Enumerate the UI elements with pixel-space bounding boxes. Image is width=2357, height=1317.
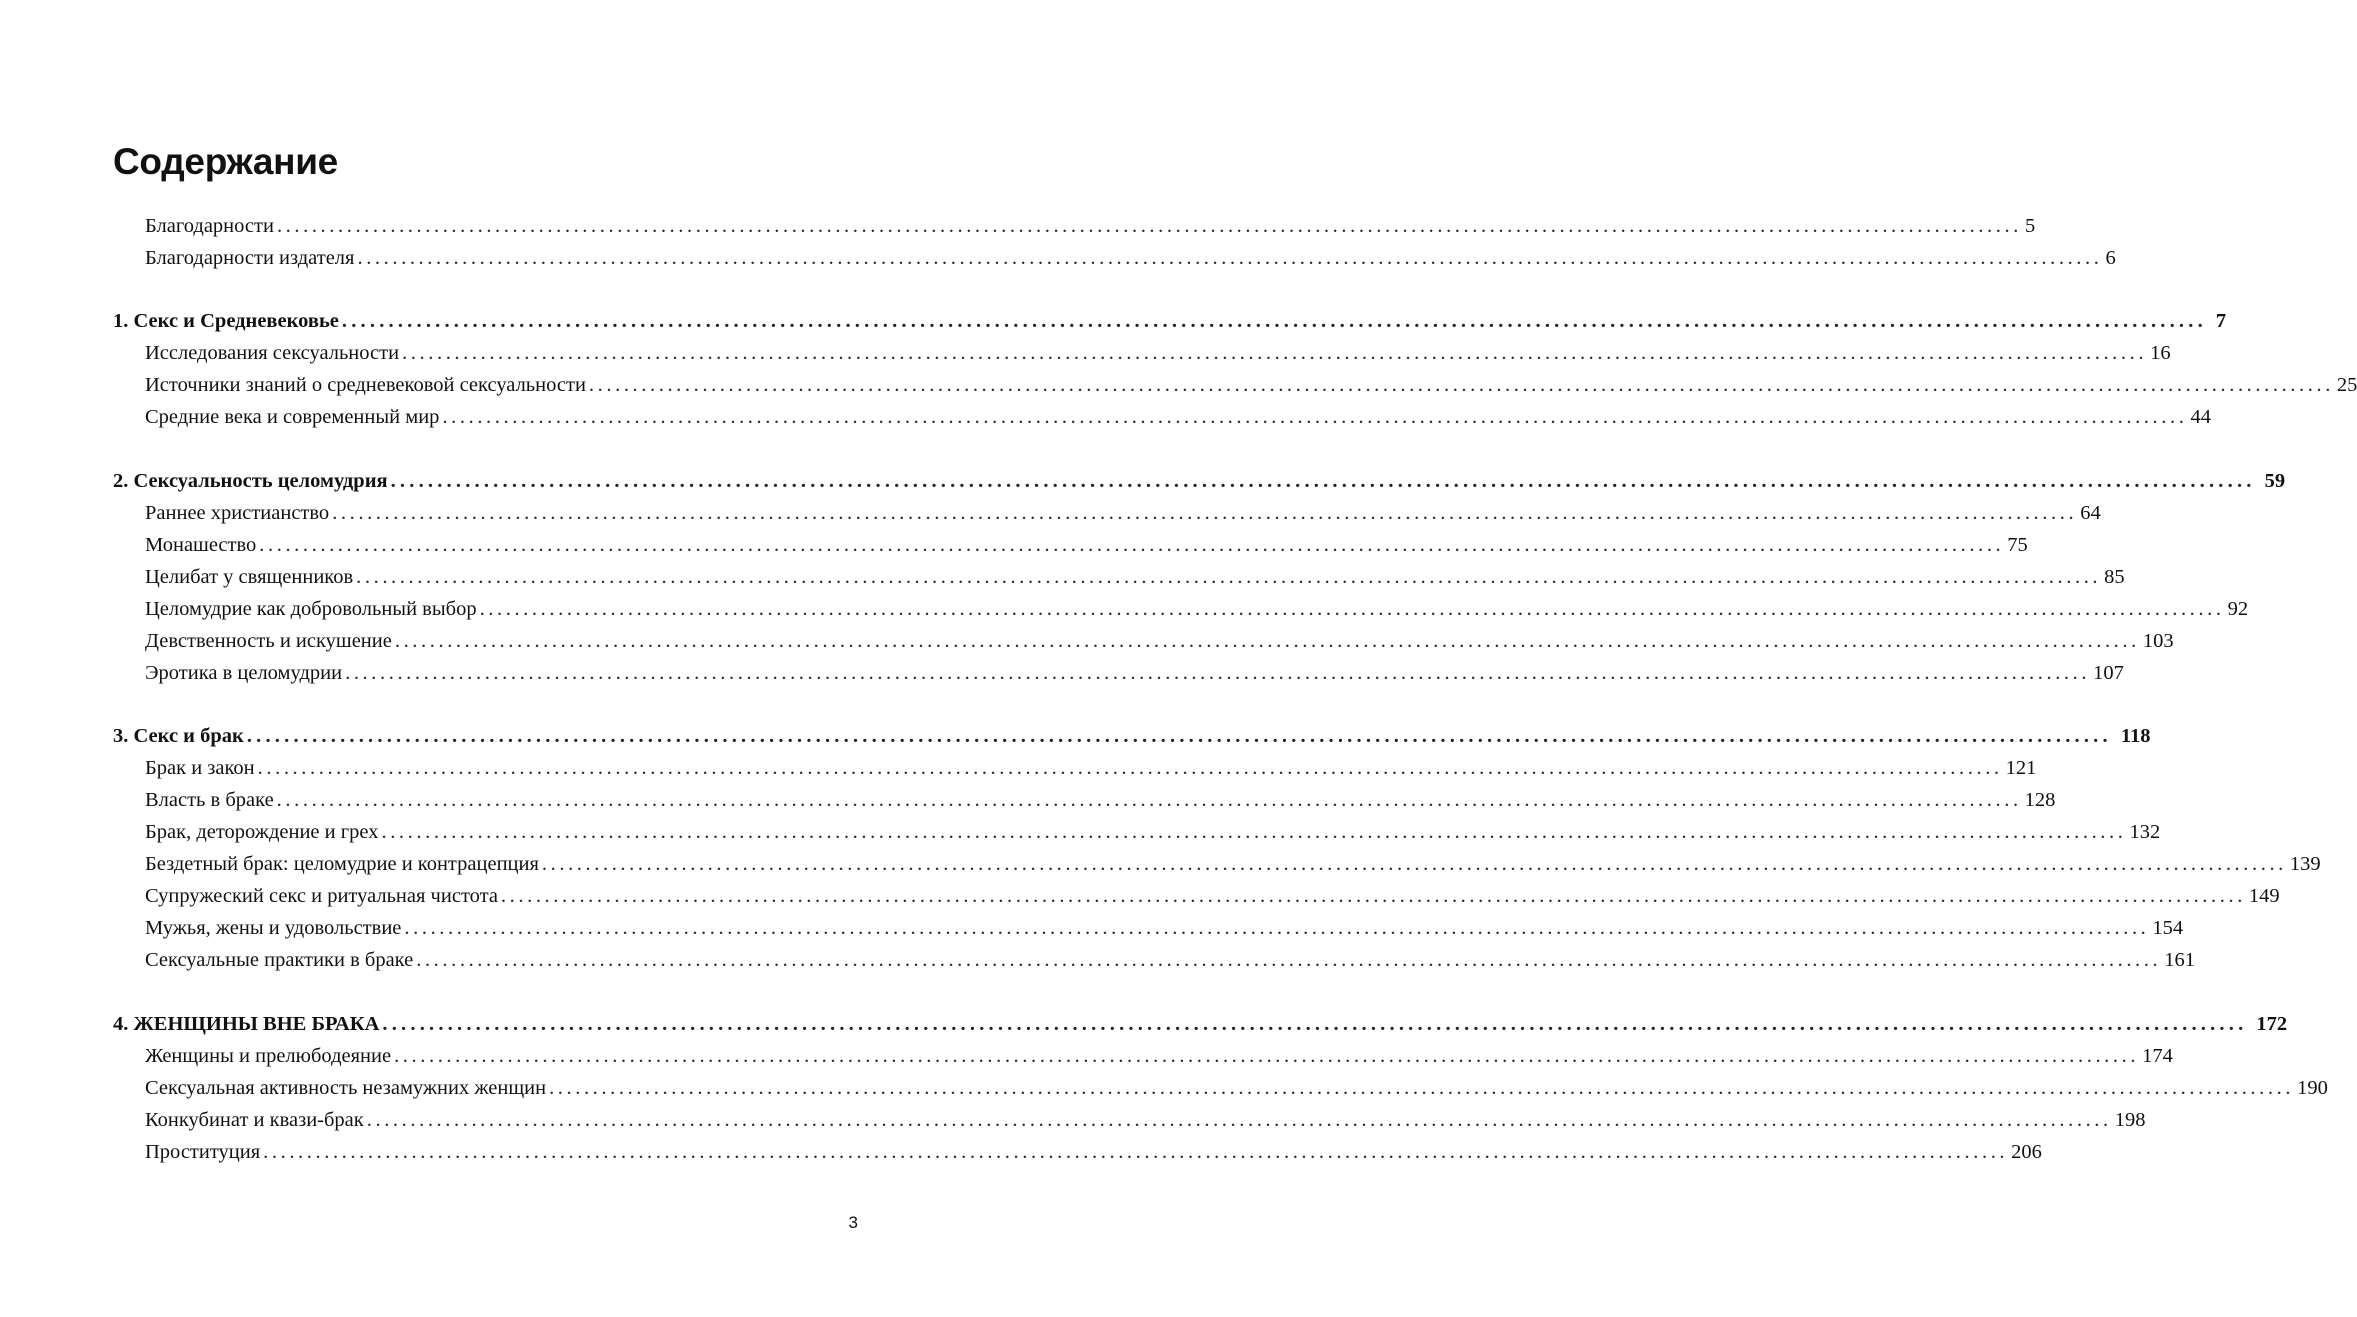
toc-section-entry [113,752,2037,784]
toc-entry-page: 75 [2007,534,2028,556]
toc-entry-page: 128 [2024,789,2056,811]
toc-dot-leader: ........................................................................................................................................................................................................ [381,821,2127,843]
toc-dot-leader: ........................................................................................................................................................................................................ [402,342,2148,364]
toc-entry-page: 121 [2005,757,2037,779]
toc-dot-leader: ........................................................................................................................................................................................................ [259,534,2005,556]
toc-dot-leader: ........................................................................................................................................................................................................ [549,1077,2295,1099]
toc-entry-title: Супружеский секс и ритуальная чистота [145,885,498,907]
toc-dot-leader: ........................................................................................................................................................................................................ [442,406,2188,428]
toc-chapter-entry [113,1008,2288,1040]
toc-entry-title: Целомудрие как добровольный выбор [145,598,477,620]
page-title: Содержание [113,141,338,182]
toc-entry-title: Источники знаний о средневековой сексуальности [145,374,586,396]
page-number: 3 [848,1213,858,1232]
toc-entry-page: 92 [2227,598,2249,620]
toc-dot-leader: ........................................................................................................................................................................................................ [390,470,2256,492]
toc-entry-page: 118 [2120,725,2151,747]
toc-entry-title: Исследования сексуальности [145,342,400,364]
toc-entry-page: 44 [2190,406,2211,428]
toc-entry-title: Сексуальные практики в браке [145,949,414,971]
toc-dot-leader: ........................................................................................................................................................................................................ [263,1141,2009,1163]
toc-section-entry [113,912,2184,944]
toc-entry-title: Конкубинат и квази-брак [145,1109,364,1131]
toc-entry-title: 1. Секс и Средневековье [113,310,339,332]
toc-section-entry [113,657,2124,689]
toc-entry-page: 198 [2114,1109,2146,1131]
toc-section-entry [113,242,2116,274]
toc-section-entry [113,369,2357,401]
toc-dot-leader: ........................................................................................................................................................................................................ [416,949,2162,971]
toc-section-entry [113,561,2125,593]
toc-section-entry [113,816,2161,848]
toc-section-entry [113,1072,2328,1104]
toc-section-entry [113,880,2280,912]
toc-entry-page: 59 [2264,470,2286,492]
toc-chapter-entry [113,305,2227,337]
toc-entry-title: Бездетный брак: целомудрие и контрацепция [145,853,539,875]
toc-chapter-entry [113,720,2151,752]
toc-dot-leader: ........................................................................................................................................................................................................ [356,566,2102,588]
toc-entry-title: Брак, деторождение и грех [145,821,379,843]
toc-dot-leader: ........................................................................................................................................................................................................ [541,853,2287,875]
toc-section-entry [113,1040,2173,1072]
toc-dot-leader: ........................................................................................................................................................................................................ [246,725,2112,747]
toc-entry-page: 190 [2297,1077,2328,1099]
toc-entry-page: 206 [2011,1141,2042,1163]
toc-entry-title: Брак и закон [145,757,255,779]
toc-entry-title: Благодарности издателя [145,247,355,269]
toc-entry-title: Средние века и современный мир [145,406,440,428]
toc-entry-page: 7 [2215,310,2227,332]
toc-dot-leader: ........................................................................................................................................................................................................ [276,789,2022,811]
toc-entry-title: 4. ЖЕНЩИНЫ ВНЕ БРАКА [113,1013,380,1035]
toc-entry-title: Проституция [145,1141,261,1163]
toc-entry-page: 132 [2129,821,2161,843]
toc-dot-leader: ........................................................................................................................................................................................................ [276,215,2022,237]
toc-section-entry [113,210,2036,242]
toc-dot-leader: ........................................................................................................................................................................................................ [500,885,2246,907]
toc-section-entry [113,944,2195,976]
toc-entry-title: 3. Секс и брак [113,725,244,747]
toc-entry-page: 5 [2024,215,2036,237]
toc-entry-page: 16 [2150,342,2171,364]
toc-entry-title: 2. Сексуальность целомудрия [113,470,388,492]
toc-section-entry [113,848,2321,880]
toc-entry-title: Монашество [145,534,257,556]
toc-dot-leader: ........................................................................................................................................................................................................ [394,630,2140,652]
toc-entry-title: Женщины и прелюбодеяние [145,1045,392,1067]
toc-section-entry [113,401,2211,433]
toc-entry-page: 154 [2152,917,2184,939]
toc-entry-page: 172 [2256,1013,2288,1035]
toc-entry-title: Девственность и искушение [145,630,392,652]
toc-entry-title: Власть в браке [145,789,274,811]
toc-dot-leader: ........................................................................................................................................................................................................ [382,1013,2248,1035]
toc-entry-page: 149 [2248,885,2280,907]
toc-dot-leader: ........................................................................................................................................................................................................ [257,757,2003,779]
toc-entry-page: 103 [2142,630,2174,652]
toc-entry-page: 25 [2336,374,2357,396]
toc-section-entry [113,625,2174,657]
toc-entry-page: 174 [2142,1045,2173,1067]
toc-section-entry [113,1136,2042,1168]
toc-entry-title: Сексуальная активность незамужних женщин [145,1077,547,1099]
toc-chapter-entry [113,465,2286,497]
toc-dot-leader: ........................................................................................................................................................................................................ [366,1109,2112,1131]
toc-section-entry [113,784,2056,816]
toc-entry-title: Благодарности [145,215,274,237]
toc-dot-leader: ........................................................................................................................................................................................................ [394,1045,2140,1067]
toc-entry-page: 85 [2104,566,2125,588]
toc-entry-title: Раннее христианство [145,502,330,524]
toc-entry-page: 6 [2105,247,2116,269]
toc-section-entry [113,337,2171,369]
toc-entry-page: 107 [2093,662,2124,684]
toc-dot-leader: ........................................................................................................................................................................................................ [332,502,2078,524]
toc-section-entry [113,497,2101,529]
toc-section-entry [113,529,2028,561]
toc-dot-leader: ........................................................................................................................................................................................................ [357,247,2103,269]
toc-entry-page: 161 [2164,949,2195,971]
toc-dot-leader: ........................................................................................................................................................................................................ [479,598,2225,620]
toc-entry-page: 139 [2289,853,2321,875]
toc-dot-leader: ........................................................................................................................................................................................................ [404,917,2150,939]
toc-dot-leader: ........................................................................................................................................................................................................ [345,662,2091,684]
toc-entry-title: Мужья, жены и удовольствие [145,917,402,939]
toc-dot-leader: ........................................................................................................................................................................................................ [341,310,2207,332]
toc-dot-leader: ........................................................................................................................................................................................................ [588,374,2334,396]
toc-entry-title: Эротика в целомудрии [145,662,343,684]
toc-section-entry [113,1104,2146,1136]
toc-entry-title: Целибат у священников [145,566,354,588]
toc-section-entry [113,593,2249,625]
toc-entry-page: 64 [2080,502,2101,524]
